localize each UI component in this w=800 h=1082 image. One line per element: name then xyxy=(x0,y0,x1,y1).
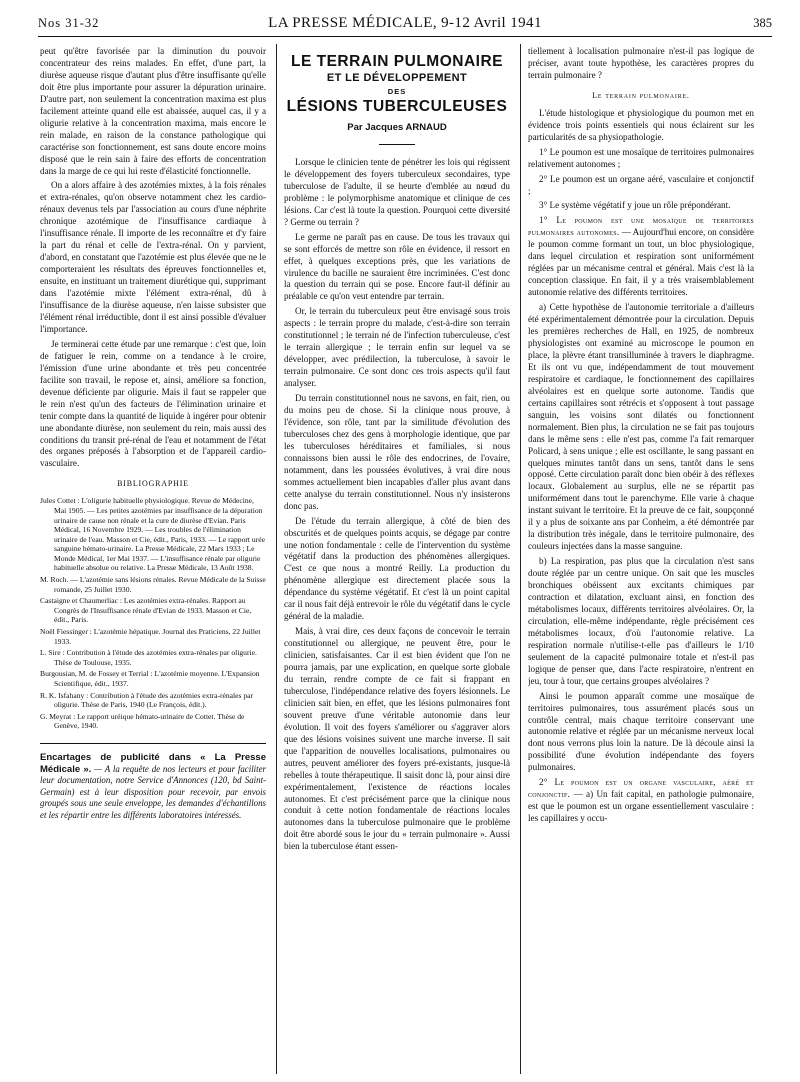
advertising-notice xyxy=(40,752,266,822)
notice-rule xyxy=(40,743,266,744)
page-header xyxy=(38,14,772,36)
paragraph: Je terminerai cette étude par une remarque : c'est que, loin de fatiguer le rein, comme on a tendance à le croire, l'émission d'une urine abondante et très peu concentrée facilite son travail, le repose et, ainsi, améliore sa fonction, devenue déficiente par oligurie. Mais il faut se rappeler que le rein n'est qu'un des facteurs de l'élimination urinaire et tenir compte dans la quantité de liquide à ingérer pour obtenir une abondante diurèse, non seulement du rein, mais aussi des conditions du transit pré-rénal de l'eau et notamment de l'état des organes préposés à l'absorption et de l'appareil cardio-vasculaire. xyxy=(40,338,266,469)
paragraph: Or, le terrain du tuberculeux peut être envisagé sous trois aspects : le terrain propre du malade, c'est-à-dire son terrain constitutionnel ; le terrain né de l'infection tuberculeuse, c'est le terrain allergique ; le terrain enfin sur lequel va se développer, avec prédilection, la tuberculose, à savoir le terrain pulmonaire. Ce sont donc ces trois aspects qu'il faut analyser. xyxy=(284,306,510,389)
paragraph: Mais, à vrai dire, ces deux façons de concevoir le terrain constitutionnel ou allergique, ne peuvent être, pour le clinicien, satisfaisantes. Car il est bien évident que l'on ne pourra jamais, par une explication, en quelque sorte globale du terrain, rendre compte de ce fait si frappant en tuberculose, l'indépendance relative des foyers lésionnels. Le clinicien sait bien, en effet, que les lésions pulmonaires font souvent preuve d'une véritable autonomie dans leur évolution. Il voit des foyers s'améliorer ou s'aggraver alors que des lésions voisines suivent une marche inverse. Il sait que l'apparition de nouvelles localisations, pulmonaires ou autres, peuvent améliorer des foyers pré-existants, jusque-là rebelles à toute thérapeutique. Il saisit donc là, pour ainsi dire expérimentalement, l'existence de réactions locales autonomes. Et c'est précisément parce que la clinique nous conduit à cette notion fondamentale de réactions locales autonomes dans la tuberculose pulmonaire que le problème doit être abordé sous le jour du « terrain pulmonaire ». Aussi bien la tuberculose étant essen- xyxy=(284,626,510,852)
list-item: 2° Le poumon est un organe aéré, vasculaire et conjonctif ; xyxy=(528,173,754,196)
column-divider xyxy=(520,44,521,1074)
article-title-line: DES xyxy=(387,87,407,96)
article-title-line: LE TERRAIN PULMONAIRE xyxy=(291,53,503,70)
paragraph: Le germe ne paraît pas en cause. De tous les travaux qui se sont efforcés de mettre son rôle en évidence, il ressort en effet, à quelques exceptions près, que les variations de virulence du bacille ne sauraient être incriminées. C'est donc la question du terrain qui se pose. Encore faut-il définir au préalable ce qu'on veut entendre par terrain. xyxy=(284,231,510,302)
column-2 xyxy=(284,46,510,1071)
paragraph: a) Cette hypothèse de l'autonomie territoriale a d'ailleurs été expérimentalement démontrée pour la circulation. Depuis les premières recherches de Hall, en 1925, de nombreux physiologistes ont examiné au microscope le poumon en place, la plèvre étant transilluminée à travers le diaphragme. Et ils ont vu que, indépendamment de tout mouvement respiratoire et cardiaque, le fonctionnement des capillaires alvéolaires est en quelque sorte autonome. Tandis que certains capillaires sont rétrécis et s'opposent à tout passage sanguin, les voisins sont dilatés ou fonctionnent normalement. Bien plus, la circulation ne se fait pas toujours dans le même sens : elle n'est pas, comme l'a fait remarquer Policard, à sens unique ; elle est oscillante, le sang passant en quelques minutes tantôt dans un sens, tantôt dans le sens opposé. Cette circulation paraît donc bien obéir à des réflexes locaux. Globalement au surplus, elle ne se répartit pas uniformément dans tout le parenchyme. Elle varie à chaque instant suivant le territoire. Et la preuve de ce fait, soupçonné il y a plus de soixante ans par Conheim, a été démontrée par la distribution très inégale, dans le territoire pulmonaire, des couleurs injectées dans la masse sanguine. xyxy=(528,302,754,552)
paragraph: tiellement à localisation pulmonaire n'est-il pas logique de préciser, avant toute hypothèse, les caractères propres du terrain pulmonaire ? xyxy=(528,46,754,80)
journal-title: LA PRESSE MÉDICALE, 9-12 Avril 1941 xyxy=(268,15,542,31)
bibliography-entry: M. Roch. — L'azotémie sans lésions rénales. Revue Médicale de la Suisse romande, 25 Juillet 1930. xyxy=(40,575,266,594)
paragraph: Lorsque le clinicien tente de pénétrer les lois qui régissent le développement des foyers tuberculeux secondaires, type tuberculose de l'adulte, il se heurte d'emblée au nœud du problème : le polymorphisme anatomique et clinique de ces lésions. Car c'est là toute la question. Pourquoi cette diversité ? Germe ou terrain ? xyxy=(284,156,510,227)
bibliography-entry: Noël Fiessinger : L'azotémie hépatique. Journal des Praticiens, 22 Juillet 1933. xyxy=(40,627,261,646)
bibliography-heading: BIBLIOGRAPHIE xyxy=(117,479,189,489)
paragraph: b) La respiration, pas plus que la circulation n'est sans doute réglée par un centre unique. On sait que les muscles bronchiques obéissent aux excitants chimiques par contraction et dilatation, excluant ainsi, en fonction des métabolismes locaux, différents territoires alvéolaires. Or, la circulation, elle-même indépendante, règle précisément ces métabolismes locaux, d'où l'autonomie relative. La respiration normale n'utilise-t-elle pas d'ailleurs le 1/10 seulement de la capacité pulmonaire totale et n'est-il pas logique de penser que, dans l'acte respiratoire, n'entrent en jeu, tour à tour, que certains groupes alvéolaires ? xyxy=(528,556,754,686)
subsection-heading: 2° Le poumon est un organe vasculaire, aéré et conjonctif. xyxy=(528,777,754,800)
paragraph: On a alors affaire à des azotémies mixtes, à la fois rénales et extra-rénales, qu'on observe notamment chez les cardio-rénaux devenus tels par l'association au cours d'une néphrite chronique azotémique de l'insuffisance cardiaque à l'insuffisance rénale. Il importe de les reconnaître et d'y faire la part du rénal et celle de l'extra-rénal. On y parvient, d'abord, en constatant que l'azotémie est plus élevée que ne le comporteraient les résultats des épreuves fonctionnelles et, ensuite, en instituant un traitement diurétique qui, supprimant dans l'azotémie mixte l'élément extra-rénal, dû à l'insuffisance de la diurèse aqueuse, n'en laisse subsister que l'élément rénal irréductible, dont il est ainsi possible d'évaluer l'importance. xyxy=(40,180,266,334)
paragraph xyxy=(528,777,754,825)
column-1 xyxy=(40,46,266,1071)
section-heading: Le terrain pulmonaire. xyxy=(592,90,690,100)
list-item: 1° Le poumon est une mosaïque de territoires pulmonaires relativement autonomes ; xyxy=(528,146,754,169)
column-3 xyxy=(528,46,754,1071)
title-rule xyxy=(379,144,415,145)
paragraph: L'étude histologique et physiologique du poumon met en évidence trois points essentiels qui nous éclairent sur les particularités de sa physiopathologie. xyxy=(528,107,754,142)
bibliography-entry: L. Sire : Contribution à l'étude des azotémies extra-rénales par oligurie. Thèse de Toulouse, 1935. xyxy=(40,648,257,667)
notice-title: Encartages de publicité dans « La Presse Médicale ». xyxy=(40,751,266,775)
issue-number: Nos 31-32 xyxy=(38,16,100,30)
bibliography-entry: R. K. Isfahany : Contribution à l'étude des azotémies extra-rénales par oligurie. Thèse de Paris, 1940 (Le François, édit.). xyxy=(40,690,254,710)
bibliography-entry: Jules Cottet : L'oligurie habituelle physiologique. Revue de Médecine, Mai 1905. — Les petites azotémies par insuffisance de la dépuration urinaire de cause non rénale et la cure de diurèse d'Evian. Paris Médical, 16 Novembre 1929. — Les troubles de l'élimination urinaire de l'eau. Masson et Cie, édit., Paris, 1933. — Le rapport urée sanguine hémato-urinaire. La Presse Médicale, 22 Mars 1933 ; Le Monde Médical, 1er Mai 1937. — L'insuffisance rénale par oligurie habituelle absolue ou relative. La Presse Médicale, 13 Août 1938. xyxy=(40,496,265,573)
paragraph: De l'étude du terrain allergique, à côté de bien des obscurités et de quelques points acquis, se dégage par contre une notion fondamentale : celle de l'intervention du système végétatif dans la production des phénomènes allergiques. C'est ce que nous a montré Reilly. La production du phénomène allergique est directement placée sous la dépendance du système végétatif. Et c'est là un point capital car il nous fait déjà entrevoir le rôle du végétatif dans le cycle général de la maladie. xyxy=(284,515,510,622)
subsection-heading: 1° Le poumon est une mosaïque de territoires pulmonaires autonomes. xyxy=(528,215,754,238)
paragraph: peut qu'être favorisée par la diminution du pouvoir concentrateur des reins malades. En effet, d'une part, la diurèse aqueuse risque d'autant plus d'être insuffisante qu'elle doit être plus importante pour assurer la dépuration urinaire. D'autre part, non seulement la concentration maxima est plus facilement atteinte quand elle est abaissée, auquel cas, il y a oligurie relative à la concentration maxima, mais encore le rein malade, en raison de la constance pathologique qui caractérise son fonctionnement, est sans doute encore moins disposé que le rein sain à faire des efforts de concentration dans la marge de ce qui lui reste d'élasticité fonctionnelle. xyxy=(40,46,266,176)
column-divider xyxy=(276,44,277,1074)
paragraph-text: — Aujourd'hui encore, on considère le poumon comme formant un tout, un bloc physiologique, dans lequel circulation et respiration sont uniformément réglées par un mécanisme central et général. Mais c'est là la conception classique. En fait, il y a très vraisemblablement autonomie relative des différents territoires. xyxy=(528,227,754,298)
article-title-block xyxy=(284,52,510,145)
article-title-line: ET LE DÉVELOPPEMENT xyxy=(326,72,468,84)
paragraph-text: — a) Un fait capital, en pathologie pulmonaire, est que le poumon est un organe essentiellement vasculaire : les capillaires y occu- xyxy=(528,789,754,824)
notice-text: — A la requête de nos lecteurs et pour faciliter leur documentation, notre Service d'Annonces (120, bd Saint-Germain) est à leur disposition pour recevoir, par envois groupés sous une seule enveloppe, les demandes d'échantillons et les répartir entre les différents laboratoires intéressés. xyxy=(40,763,266,820)
article-title-line: LÉSIONS TUBERCULEUSES xyxy=(286,98,508,115)
article-author: Par Jacques ARNAUD xyxy=(347,122,447,133)
bibliography-entry: Burgousian, M. de Fossey et Terrial : L'azotémie moyenne. L'Expansion Scientifique, édit., 1937. xyxy=(40,669,260,688)
paragraph: Ainsi le poumon apparaît comme une mosaïque de territoires pulmonaires, tous assurément placés sous un contrôle central, mais chaque territoire conservant une autonomie relative et réglée par un mécanisme nerveux local dont nous verrons plus loin la nature. De là découle ainsi la possibilité d'une évolution indépendante des foyers pulmonaires. xyxy=(528,690,754,773)
bibliography-entry: Castaigne et Chaumerliac : Les azotémies extra-rénales. Rapport au Congrès de l'Insuffisance rénale d'Evian de 1933. Masson et Cie, édit., Paris. xyxy=(40,596,252,625)
bibliography-entry: G. Meyrat : Le rapport uréique hémato-urinaire de Cottet. Thèse de Genève, 1940. xyxy=(40,711,245,731)
paragraph xyxy=(528,215,754,299)
page-number: 385 xyxy=(753,16,772,30)
list-item: 3° Le système végétatif y joue un rôle prépondérant. xyxy=(539,200,731,211)
header-rule xyxy=(38,36,772,37)
bibliography-list xyxy=(40,496,266,731)
paragraph: Du terrain constitutionnel nous ne savons, en fait, rien, ou du moins peu de chose. Si la clinique nous prouve, à l'évidence, son rôle, tant par la similitude d'évolution des tuberculoses chez des gens à morphologie identique, que par les tuberculoses héréditaires et familiales, si nous connaissons bien aussi le rôle des endocrines, de l'ovaire, notamment, dans les poussées évolutives, à vrai dire nous sommes actuellement bien incapables d'aller plus avant dans cette analyse du terrain constitutionnel. Nous n'y insisterons donc pas. xyxy=(284,393,510,511)
